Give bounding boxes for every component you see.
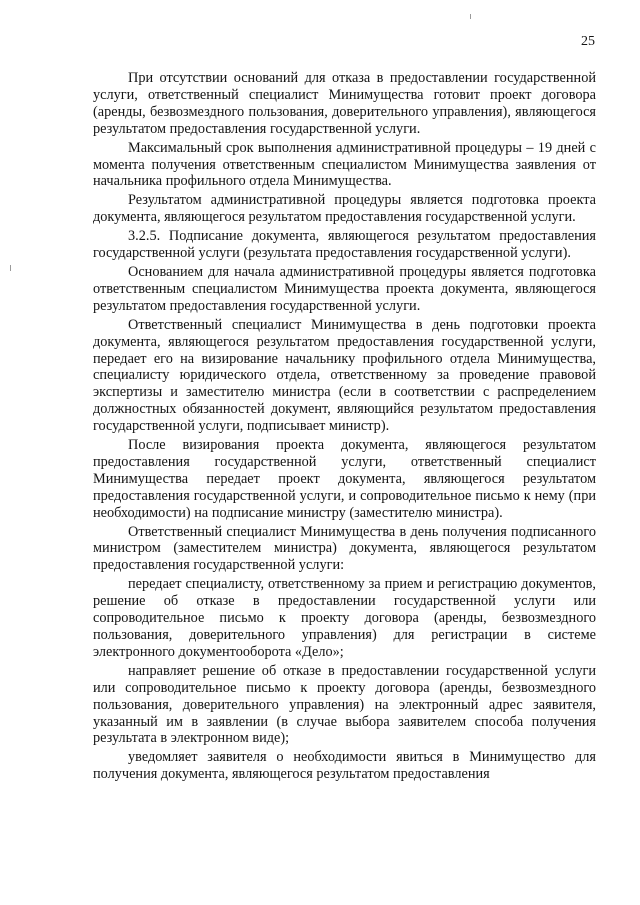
paragraph: Ответственный специалист Минимущества в день получения подписанного министром (заместителем министра) документа, являющегося результатом предоставления государственной услуги: (93, 523, 596, 574)
paragraph: Максимальный срок выполнения административной процедуры – 19 дней с момента получения ответственным специалистом Минимущества заявления от начальника профильного отдела Минимущества. (93, 139, 596, 190)
list-item: уведомляет заявителя о необходимости явиться в Минимущество для получения документа, являющегося результатом предоставления (93, 749, 596, 783)
list-item: передает специалисту, ответственному за прием и регистрацию документов, решение об отказе в предоставлении государственной услуги или сопроводительное письмо к проекту договора (аренды, безвозмездного пользования, доверительного управления) для регистрации в системе электронного документооборота «Дело»; (93, 576, 596, 660)
paragraph: После визирования проекта документа, являющегося результатом предоставления государственной услуги, ответственный специалист Минимущества передает проект документа, являющегося результатом предоставления государственной услуги, и сопроводительное письмо к нему (при необходимости) на подписание министру (заместителю министра). (93, 437, 596, 521)
paragraph: Результатом административной процедуры является подготовка проекта документа, являющегося результатом предоставления государственной услуги. (93, 192, 596, 226)
scan-artifact-left (10, 265, 11, 271)
list-item: направляет решение об отказе в предоставлении государственной услуги или сопроводительное письмо к проекту договора (аренды, безвозмездного пользования, доверительного управления) на электронный адрес заявителя, указанный им в заявлении (в случае выбора заявителем способа получения результата в электронном виде); (93, 662, 596, 747)
section-heading: 3.2.5. Подписание документа, являющегося результатом предоставления государственной услуги (результата предоставления государственной услуги). (93, 228, 596, 262)
paragraph: Основанием для начала административной процедуры является подготовка ответственным специалистом Минимущества проекта документа, являющегося результатом предоставления государственной услуги. (93, 263, 596, 314)
page-number: 25 (581, 34, 595, 49)
scan-artifact-top (470, 14, 471, 19)
paragraph: При отсутствии оснований для отказа в предоставлении государственной услуги, ответственный специалист Минимущества готовит проект договора (аренды, безвозмездного пользования, доверительного управления), являющегося результатом предоставления государственной услуги. (93, 70, 596, 137)
document-body (93, 70, 596, 785)
paragraph: Ответственный специалист Минимущества в день подготовки проекта документа, являющегося результатом предоставления государственной услуги, передает его на визирование начальнику профильного отдела Минимущества, специалисту юридического отдела, ответственному за проведение правовой экспертизы и заместителю министра (если в соответствии с распределением должностных обязанностей документ, являющийся результатом предоставления государственной услуги, подписывает министр). (93, 316, 596, 435)
